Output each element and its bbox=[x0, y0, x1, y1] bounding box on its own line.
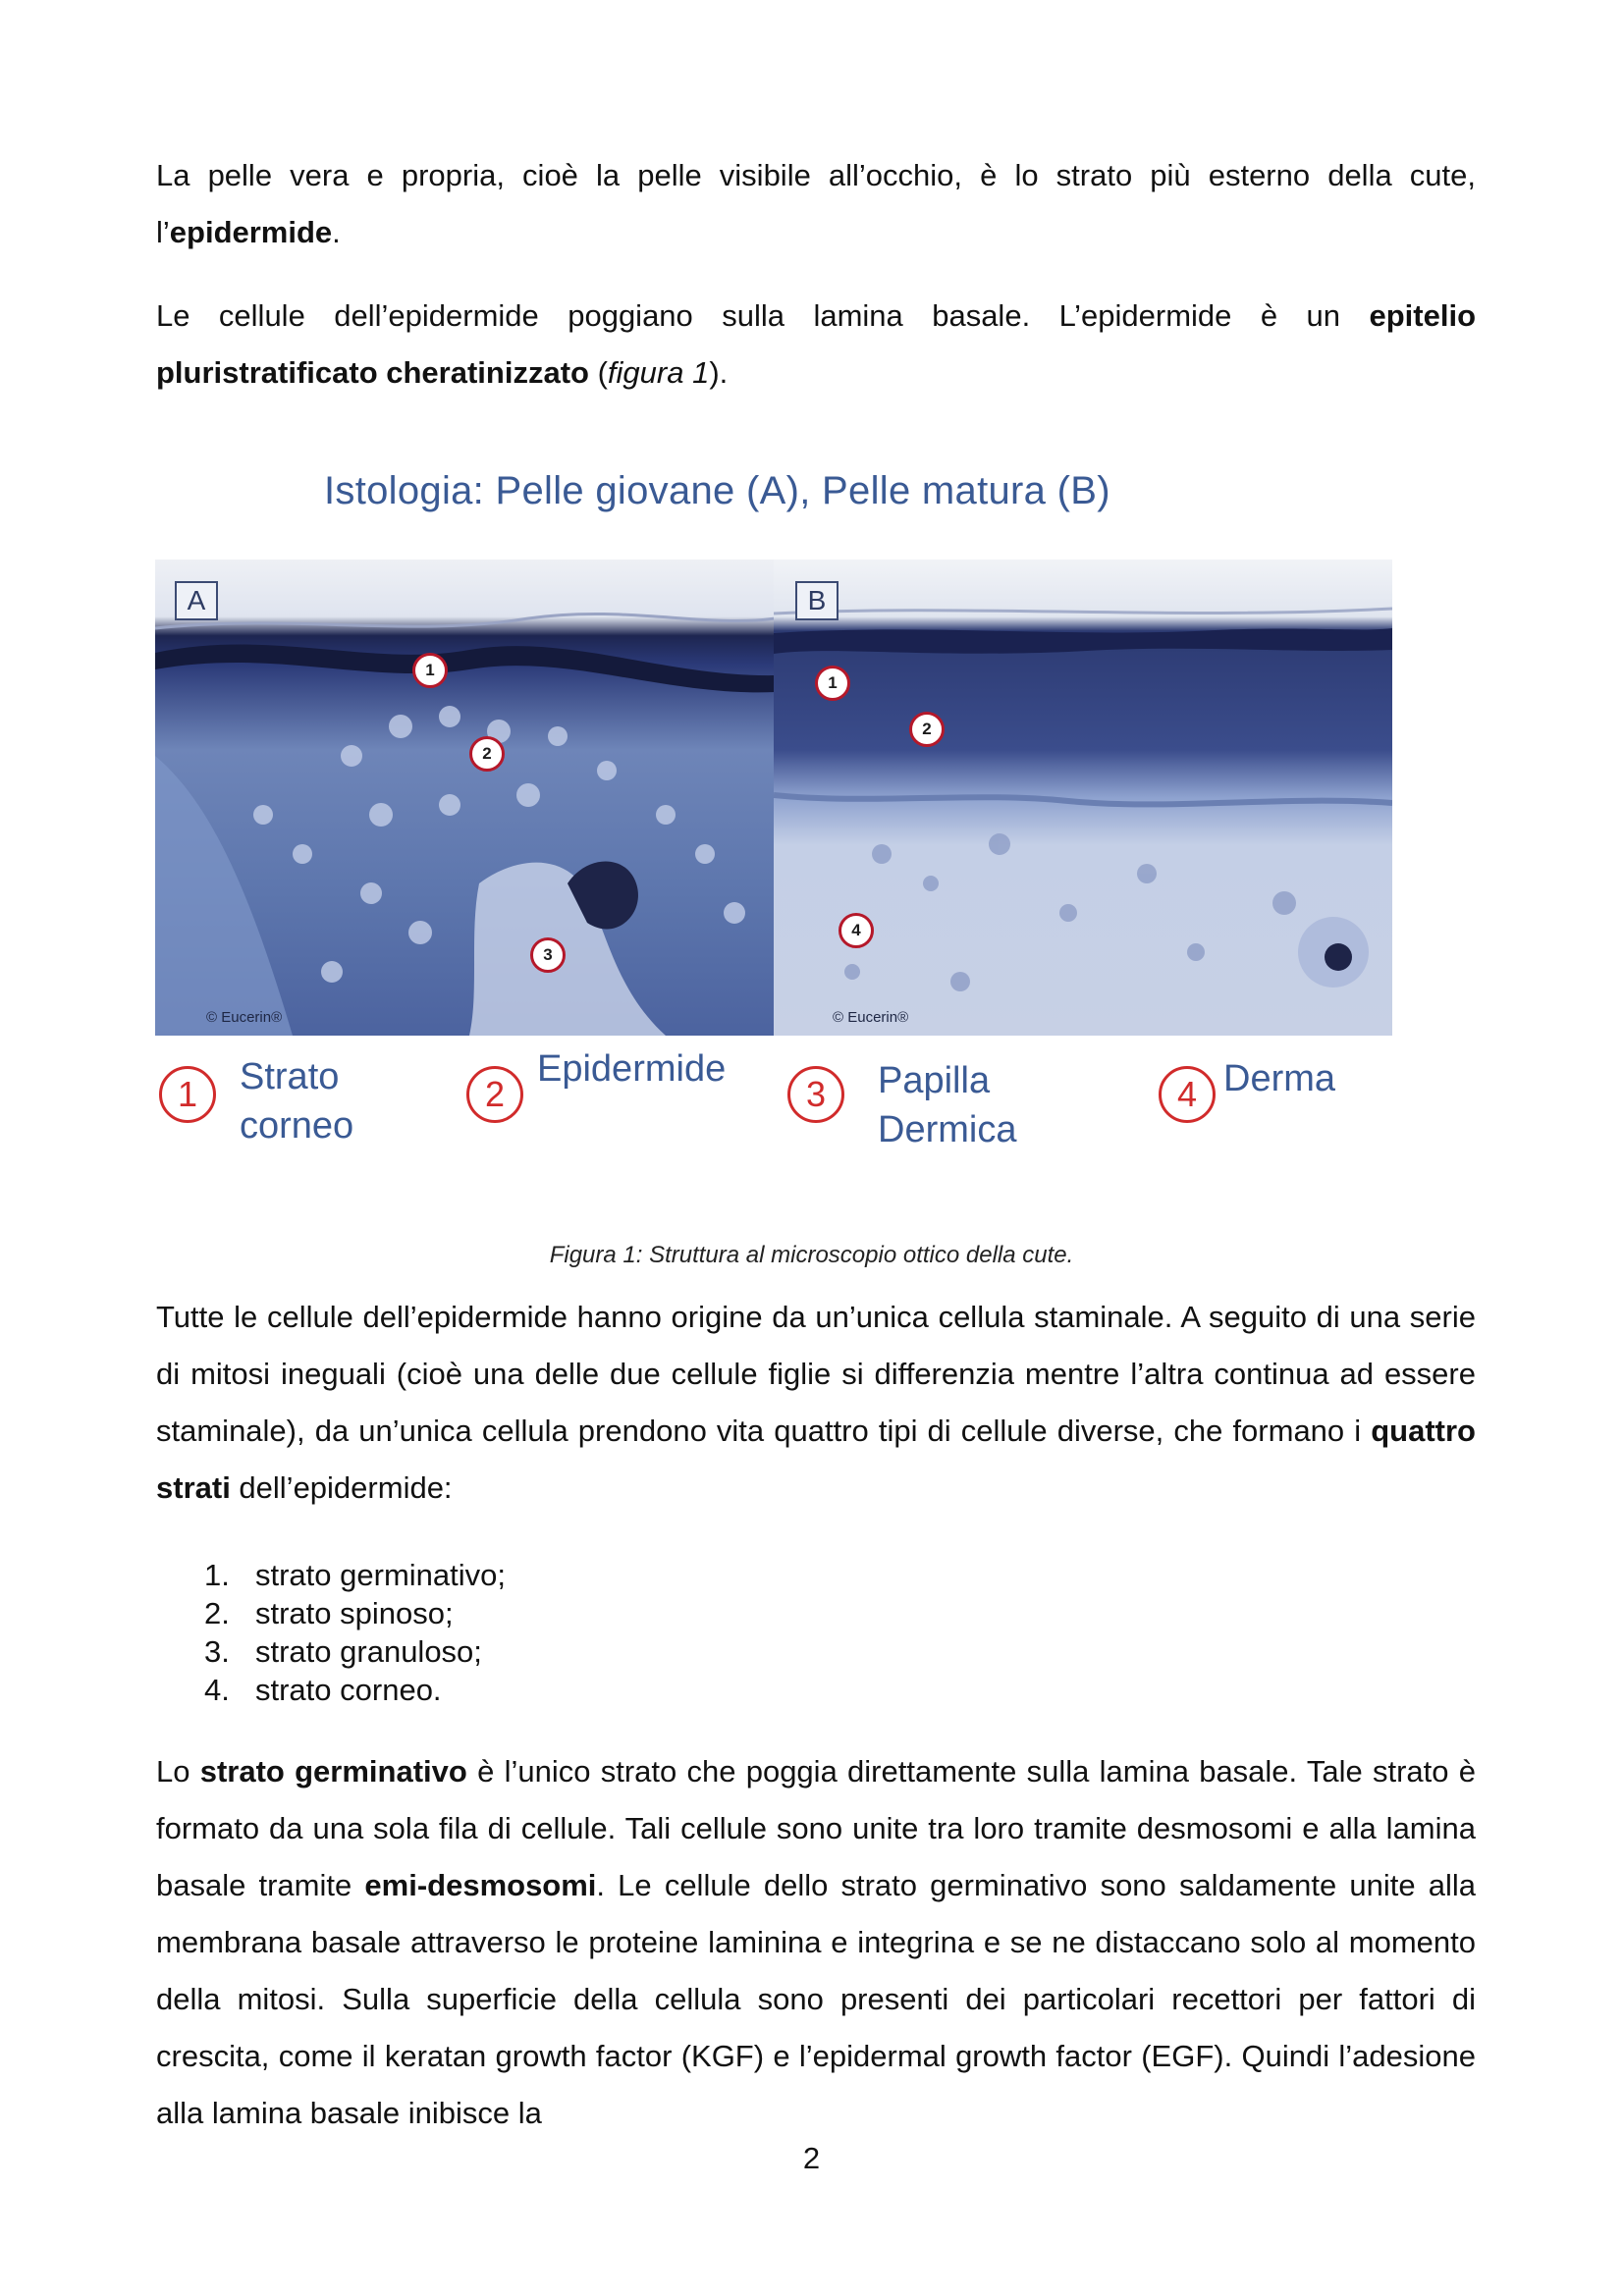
watermark-a: © Eucerin® bbox=[206, 1009, 283, 1026]
page-number: 2 bbox=[802, 2141, 821, 2175]
figure-reference: figura 1 bbox=[607, 355, 710, 390]
layers-list bbox=[196, 1556, 506, 1709]
list-number: 4. bbox=[204, 1673, 230, 1707]
panel-label-b: B bbox=[795, 581, 839, 620]
marker-2-b: 2 bbox=[909, 712, 945, 747]
list-number: 3. bbox=[204, 1634, 230, 1669]
text: dell’epidermide: bbox=[230, 1470, 453, 1505]
paragraph-intro bbox=[156, 147, 1476, 261]
legend-number-2: 2 bbox=[466, 1066, 523, 1123]
list-text: strato corneo. bbox=[255, 1673, 442, 1707]
marker-2-a: 2 bbox=[469, 736, 505, 772]
text: ). bbox=[709, 355, 729, 390]
legend-number-4: 4 bbox=[1159, 1066, 1216, 1123]
legend-label-4: Derma bbox=[1223, 1058, 1336, 1099]
marker-4-b: 4 bbox=[839, 913, 874, 948]
text: ( bbox=[588, 355, 608, 390]
bold-term: quattro strati bbox=[156, 1414, 1476, 1505]
bold-term: emi-desmosomi bbox=[364, 1868, 597, 1902]
bold-term: epitelio pluristratificato cheratinizzato bbox=[156, 298, 1476, 390]
text: . Le cellule dello strato germinativo sono saldamente unite alla membrana basale attraverso le proteine laminina e integrina e se ne distaccano solo al momento della mitosi. Sulla superficie della cellula sono presenti dei particolari recettori per fattori di crescita, come il keratan growth factor (KGF) e l’epidermal growth factor (EGF). Quindi l’adesione alla lamina basale inibisce la bbox=[156, 1868, 1476, 2130]
histology-panel-a bbox=[155, 560, 776, 1036]
legend-number-3: 3 bbox=[787, 1066, 844, 1123]
mature-skin-micrograph bbox=[774, 560, 1392, 1036]
marker-1-a: 1 bbox=[412, 653, 448, 688]
list-item bbox=[196, 1632, 506, 1671]
text: Lo bbox=[156, 1754, 200, 1789]
list-number: 2. bbox=[204, 1596, 230, 1630]
text: Tutte le cellule dell’epidermide hanno origine da un’unica cellula staminale. A seguito di una serie di mitosi ineguali (cioè una delle due cellule figlie si differenzia mentre l’altra continua ad essere staminale), da un’unica cellula prendono vita quattro tipi di cellule diverse, che formano i bbox=[156, 1300, 1476, 1448]
bold-term: strato germinativo bbox=[199, 1754, 467, 1789]
list-number: 1. bbox=[204, 1558, 230, 1592]
legend-label-1: Strato corneo bbox=[240, 1056, 354, 1147]
histology-figure bbox=[147, 459, 1414, 1186]
watermark-b: © Eucerin® bbox=[833, 1009, 909, 1026]
text: La pelle vera e propria, cioè la pelle visibile all’occhio, è lo strato più esterno della cute, l’ bbox=[156, 158, 1476, 249]
figure-caption: Figura 1: Struttura al microscopio ottico della cute. bbox=[549, 1242, 1074, 1268]
marker-3-a: 3 bbox=[530, 937, 566, 973]
marker-1-b: 1 bbox=[815, 666, 850, 701]
paragraph-stem-cells bbox=[156, 1289, 1476, 1517]
paragraph-epidermis bbox=[156, 288, 1476, 401]
legend-label-3: Papilla Dermica bbox=[878, 1060, 1017, 1150]
text: è l’unico strato che poggia direttamente sulla lamina basale. Tale strato è formato da una sola fila di cellule. Tali cellule sono unite tra loro tramite desmosomi e alla lamina basale tramite bbox=[156, 1754, 1476, 1902]
list-item bbox=[196, 1556, 506, 1594]
panel-label-a: A bbox=[175, 581, 218, 620]
list-item bbox=[196, 1594, 506, 1632]
young-skin-micrograph bbox=[155, 560, 776, 1036]
list-text: strato germinativo; bbox=[255, 1558, 506, 1592]
text: Le cellule dell’epidermide poggiano sulla lamina basale. L’epidermide è un bbox=[156, 298, 1370, 333]
list-text: strato spinoso; bbox=[255, 1596, 454, 1630]
list-text: strato granuloso; bbox=[255, 1634, 482, 1669]
figure-title: Istologia: Pelle giovane (A), Pelle matura (B) bbox=[324, 469, 1110, 512]
legend-label-2: Epidermide bbox=[537, 1048, 727, 1090]
legend-number-1: 1 bbox=[159, 1066, 216, 1123]
histology-panel-b bbox=[774, 560, 1392, 1036]
bold-term: epidermide bbox=[169, 215, 333, 249]
list-item bbox=[196, 1671, 506, 1709]
paragraph-germinative-layer bbox=[156, 1743, 1476, 2142]
text: . bbox=[332, 215, 341, 249]
